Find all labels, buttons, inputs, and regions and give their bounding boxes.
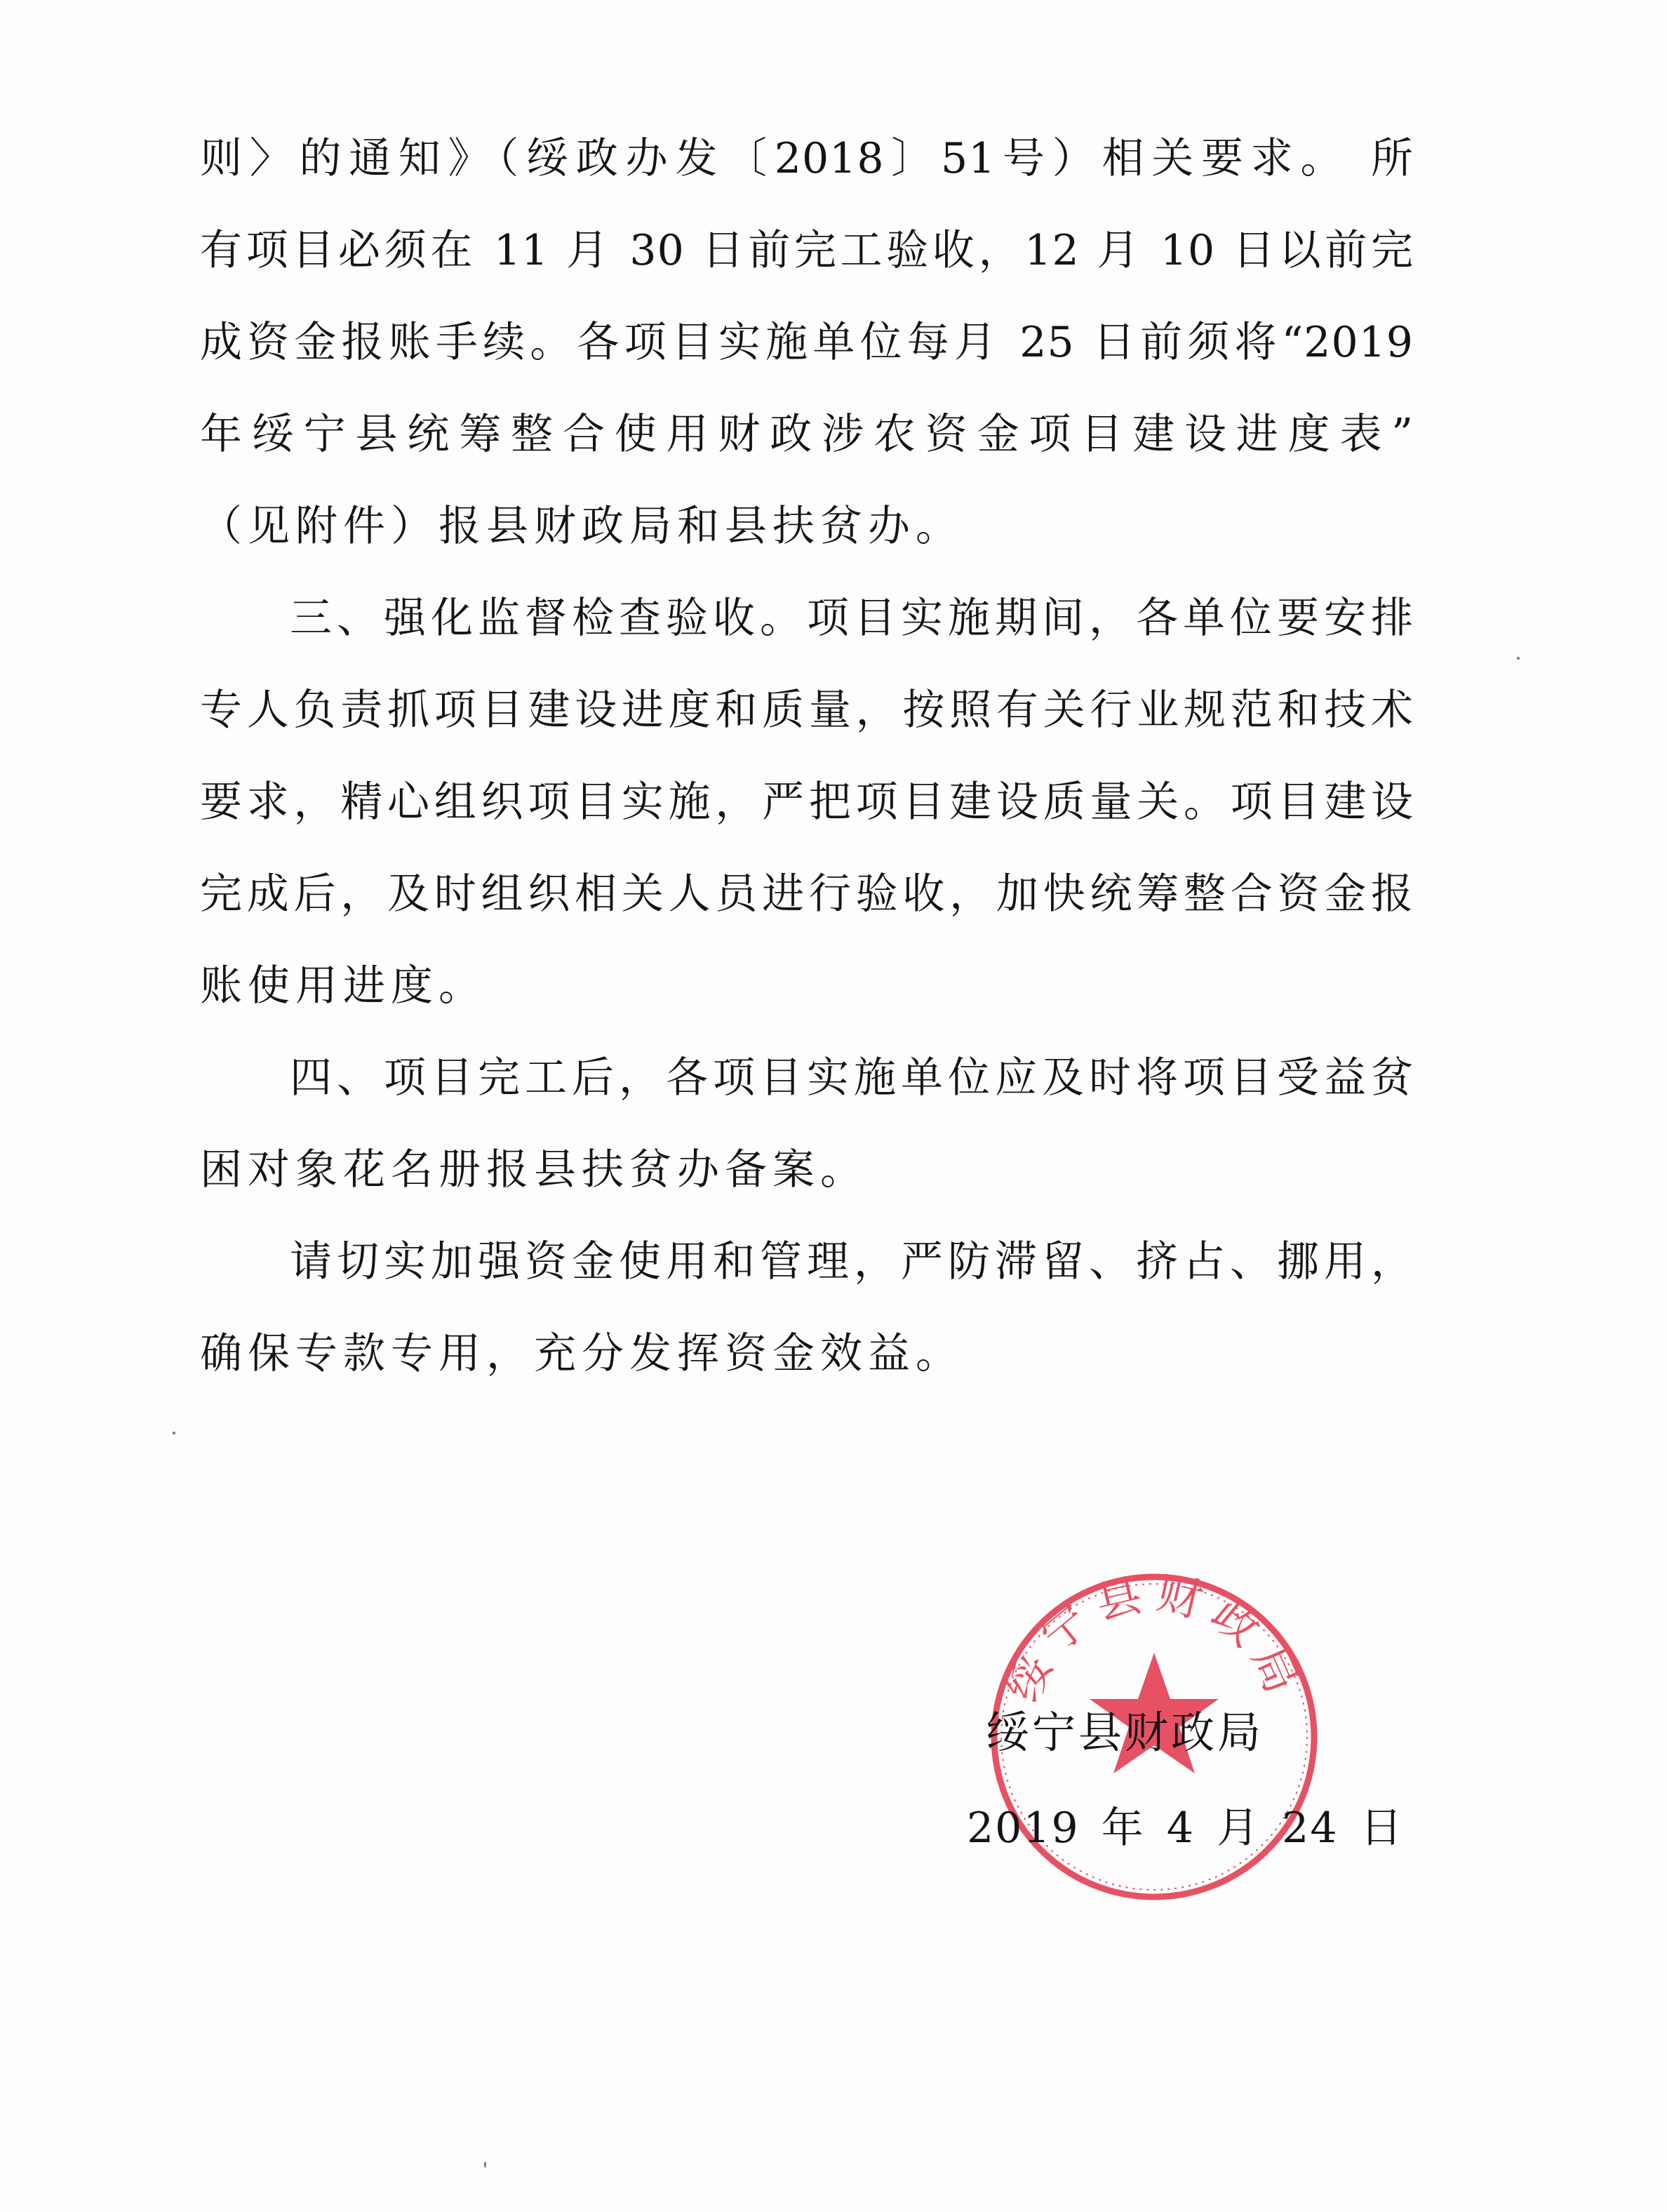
paragraph-2-line-1: 三、强化监督检查验收。项目实施期间，各单位要安排 — [290, 594, 1414, 643]
paragraph-3-line-2: 困对象花名册报县扶贫办备案。 — [200, 1145, 868, 1194]
seal-arc-text: 绥宁县财政局 — [997, 1567, 1311, 1710]
paragraph-2-line-4: 完成后，及时组织相关人员进行验收，加快统筹整合资金报 — [200, 870, 1414, 919]
paragraph-2-line-3: 要求，精心组织项目实施，严把项目建设质量关。项目建设 — [200, 778, 1414, 827]
paragraph-4-line-2: 确保专款专用，充分发挥资金效益。 — [200, 1329, 963, 1378]
paragraph-2-line-2: 专人负责抓项目建设进度和质量，按照有关行业规范和技术 — [200, 686, 1414, 735]
scan-speck — [173, 1432, 175, 1434]
paragraph-2-line-5: 账使用进度。 — [200, 961, 486, 1011]
document-body — [200, 134, 1414, 1425]
scan-speck — [484, 2161, 486, 2168]
paragraph-1-line-3: 成资金报账手续。各项目实施单位每月 25 日前须将“2019 — [200, 318, 1414, 367]
issue-date: 2019 年 4 月 24 日 — [967, 1804, 1404, 1853]
paragraph-3-line-1: 四、项目完工后，各项目实施单位应及时将项目受益贫 — [290, 1053, 1414, 1102]
paragraph-1-line-1: 则〉的通知》（绥政办发〔2018〕51号）相关要求。 所 — [200, 134, 1414, 183]
paragraph-1-line-2: 有项目必须在 11 月 30 日前完工验收，12 月 10 日以前完 — [200, 226, 1414, 275]
paragraph-4-line-1: 请切实加强资金使用和管理，严防滞留、挤占、挪用， — [290, 1237, 1414, 1286]
scan-speck — [1517, 657, 1520, 660]
paragraph-1-line-4: 年绥宁县统筹整合使用财政涉农资金项目建设进度表” — [200, 410, 1414, 459]
paragraph-1-line-5: （见附件）报县财政局和县扶贫办。 — [200, 502, 963, 551]
issuer-signature: 绥宁县财政局 — [986, 1707, 1264, 1758]
